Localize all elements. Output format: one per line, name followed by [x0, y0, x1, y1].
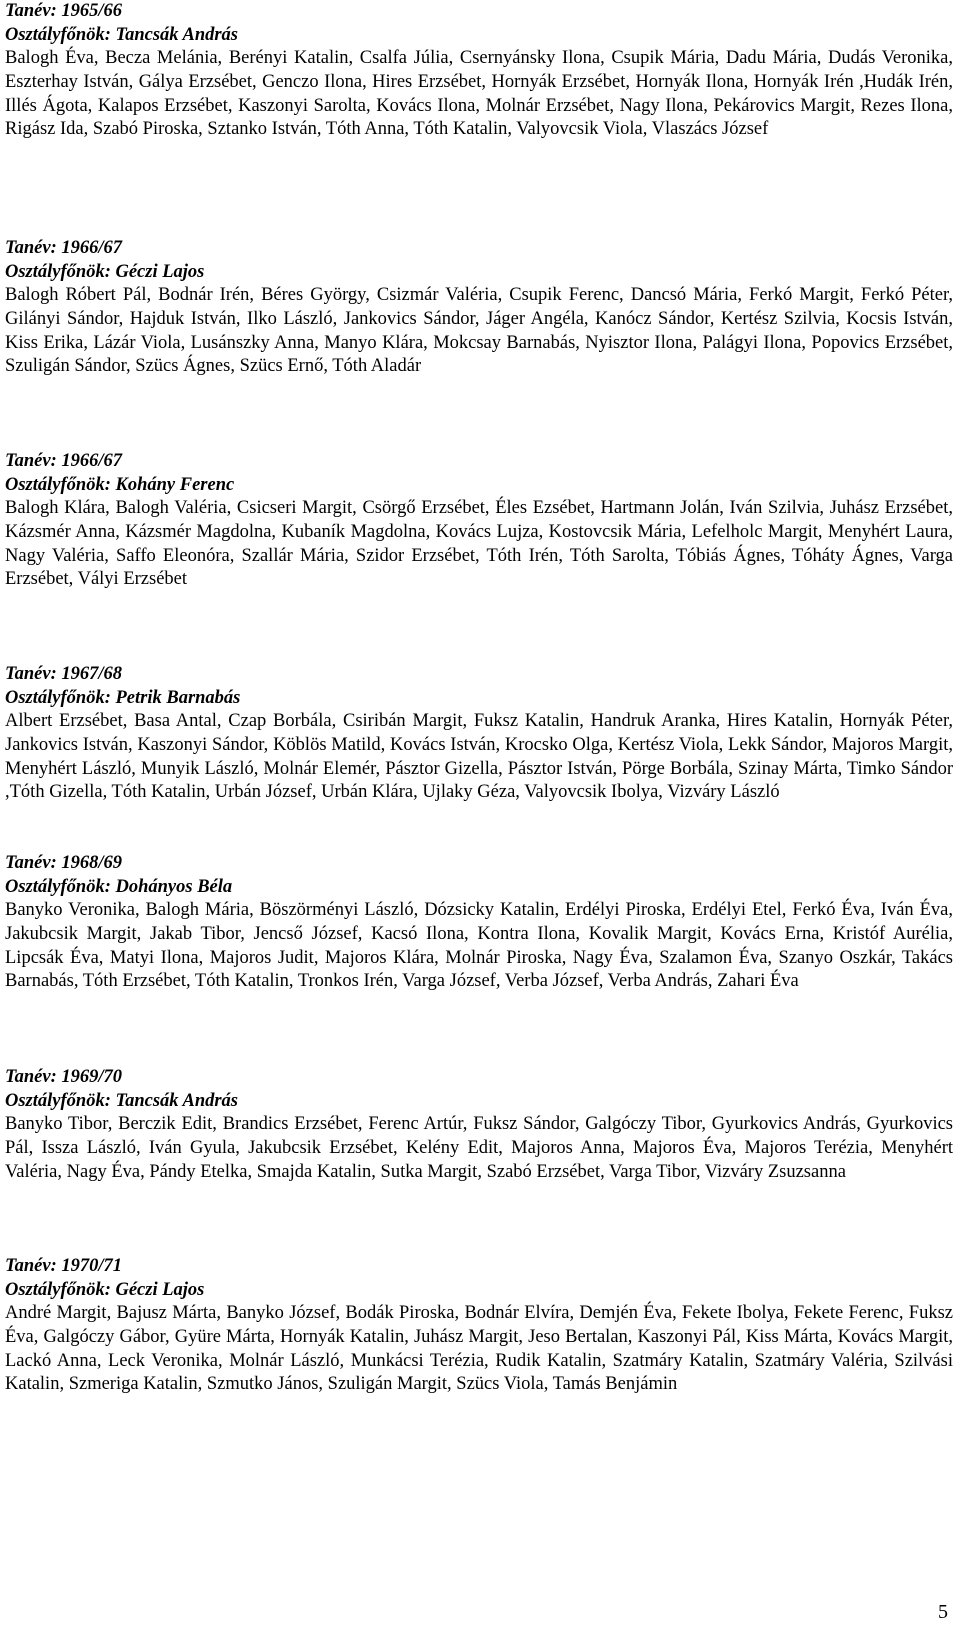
page-number: 5 [938, 1601, 948, 1623]
class-teacher-heading: Osztályfőnök: Kohány Ferenc [5, 474, 235, 495]
student-list: Balogh Klára, Balogh Valéria, Csicseri Margit, Csörgő Erzsébet, Éles Ezsébet, Hartmann Jolán, Iván Szilvia, Juhász Erzsébet, Kázsmér Anna, Kázsmér Magdolna, Kubaník Magdolna, Kovács Lujza, Kostovcsik Mária, Lefelholc Margit, Menyhért Laura, Nagy Valéria, Saffo Eleonóra, Szallár Mária, Szidor Erzsébet, Tóth Irén, Tóth Sarolta, Tóbiás Ágnes, Tóháty Ágnes, Varga Erzsébet, Vályi Erzsébet [5, 498, 953, 590]
school-year-heading: Tanév: 1965/66 [5, 1, 122, 21]
class-section-1969-70 [5, 1066, 953, 1184]
class-section-1966-67-kohany [5, 450, 953, 592]
student-list: Balogh Róbert Pál, Bodnár Irén, Béres György, Csizmár Valéria, Csupik Ferenc, Dancsó Mária, Ferkó Margit, Ferkó Péter, Gilányi Sándor, Hajduk István, Ilko László, Jankovics Sándor, Jáger Angéla, Kanócz Sándor, Kertész Szilvia, Kocsis István, Kiss Erika, Lázár Viola, Lusánszky Anna, Manyo Klára, Mokcsay Barnabás, Nyisztor Ilona, Palágyi Ilona, Popovics Erzsébet, Szuligán Sándor, Szücs Ágnes, Szücs Ernő, Tóth Aladár [5, 285, 953, 377]
class-section-1970-71 [5, 1255, 953, 1397]
student-list: André Margit, Bajusz Márta, Banyko József, Bodák Piroska, Bodnár Elvíra, Demjén Éva, Fekete Ibolya, Fekete Ferenc, Fuksz Éva, Galgóczy Gábor, Gyüre Márta, Hornyák Katalin, Juhász Margit, Jeso Bertalan, Kaszonyi Pál, Kiss Márta, Kovács Margit, Lackó Anna, Leck Veronika, Molnár László, Munkácsi Terézia, Rudik Katalin, Szatmáry Katalin, Szatmáry Valéria, Szilvási Katalin, Szmeriga Katalin, Szmutko János, Szuligán Margit, Szücs Viola, Tamás Benjámin [5, 1303, 953, 1395]
school-year-heading: Tanév: 1968/69 [5, 853, 122, 873]
class-teacher-heading: Osztályfőnök: Petrik Barnabás [5, 687, 241, 708]
student-list: Banyko Veronika, Balogh Mária, Böszörményi László, Dózsicky Katalin, Erdélyi Piroska, Erdélyi Etel, Ferkó Éva, Iván Éva, Jakubcsik Margit, Jakab Tibor, Jencső József, Kacsó Ilona, Kontra Ilona, Kovalik Margit, Kovács Erna, Kristóf Aurélia, Lipcsák Éva, Matyi Ilona, Majoros Judit, Majoros Klára, Molnár Piroska, Nagy Éva, Szalamon Éva, Szanyo Oszkár, Takács Barnabás, Tóth Erzsébet, Tóth Katalin, Tronkos Irén, Varga József, Verba József, Verba András, Zahari Éva [5, 900, 953, 992]
class-section-1967-68 [5, 663, 953, 805]
class-teacher-heading: Osztályfőnök: Tancsák András [5, 24, 239, 45]
school-year-heading: Tanév: 1966/67 [5, 451, 122, 471]
class-teacher-heading: Osztályfőnök: Dohányos Béla [5, 876, 233, 897]
school-year-heading: Tanév: 1966/67 [5, 238, 122, 258]
student-list: Albert Erzsébet, Basa Antal, Czap Borbála, Csiribán Margit, Fuksz Katalin, Handruk Aranka, Hires Katalin, Hornyák Péter, Jankovics István, Kaszonyi Sándor, Köblös Matild, Kovács István, Krocsko Olga, Kertész Viola, Lekk Sándor, Majoros Margit, Menyhért László, Munyik László, Molnár Elemér, Pásztor Gizella, Pásztor István, Pörge Borbála, Szinay Márta, Timko Sándor ,Tóth Gizella, Tóth Katalin, Urbán József, Urbán Klára, Ujlaky Géza, Valyovcsik Ibolya, Vizváry László [5, 711, 953, 803]
student-list: Banyko Tibor, Berczik Edit, Brandics Erzsébet, Ferenc Artúr, Fuksz Sándor, Galgóczy Tibor, Gyurkovics András, Gyurkovics Pál, Issza László, Iván Gyula, Jakubcsik Erzsébet, Kelény Edit, Majoros Anna, Majoros Éva, Majoros Terézia, Menyhért Valéria, Nagy Éva, Pándy Etelka, Smajda Katalin, Sutka Margit, Szabó Erzsébet, Varga Tibor, Vizváry Zsuzsanna [5, 1114, 953, 1182]
class-teacher-heading: Osztályfőnök: Tancsák András [5, 1090, 239, 1111]
class-section-1966-67-geczi [5, 237, 953, 379]
student-list: Balogh Éva, Becza Melánia, Berényi Katalin, Csalfa Júlia, Csernyánsky Ilona, Csupik Mária, Dadu Mária, Dudás Veronika, Eszterhay István, Gálya Erzsébet, Genczo Ilona, Hires Erzsébet, Hornyák Erzsébet, Hornyák Ilona, Hornyák Irén ,Hudák Irén, Illés Ágota, Kalapos Erzsébet, Kaszonyi Sarolta, Kovács Ilona, Molnár Erzsébet, Nagy Ilona, Pekárovics Margit, Rezes Ilona, Rigász Ida, Szabó Piroska, Sztanko István, Tóth Anna, Tóth Katalin, Valyovcsik Viola, Vlaszács József [5, 48, 953, 140]
school-year-heading: Tanév: 1969/70 [5, 1067, 122, 1087]
school-year-heading: Tanév: 1970/71 [5, 1256, 122, 1276]
class-teacher-heading: Osztályfőnök: Géczi Lajos [5, 1279, 205, 1300]
school-year-heading: Tanév: 1967/68 [5, 664, 122, 684]
class-section-1965-66 [5, 0, 953, 142]
class-teacher-heading: Osztályfőnök: Géczi Lajos [5, 261, 205, 282]
class-section-1968-69 [5, 852, 953, 994]
